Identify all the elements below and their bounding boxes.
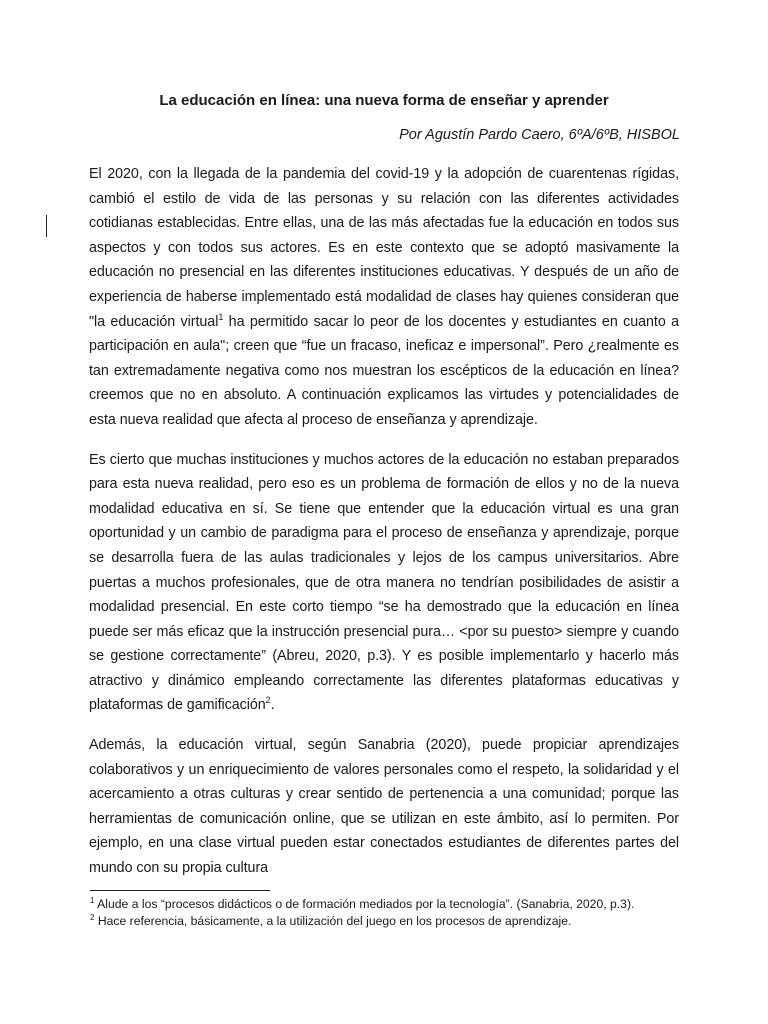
- footnote-ref-1[interactable]: 1: [218, 311, 224, 322]
- paragraph-1-text-b: ha permitido sacar lo peor de los docentes y estudiantes en cuanto a participación en aula"; creen que “fue un fracaso, ineficaz e impersonal”. Pero ¿realmente es tan extremadamente negativa como nos muestran los escépticos de la educación en línea? creemos que no en absoluto. A continuación explicamos las virtudes y potencialidades de esta nueva realidad que afecta al proceso de enseñanza y aprendizaje.: [89, 313, 679, 428]
- footnote-1: [90, 896, 690, 913]
- paragraph-2-text-b: .: [270, 697, 275, 714]
- paragraph-2-text-a: Es cierto que muchas instituciones y muchos actores de la educación no estaban preparados para esta nueva realidad, pero eso es un problema de formación de ellos y no de la nueva modalidad educativa en sí. Se tiene que entender que la educación virtual es una gran oportunidad y un cambio de paradigma para el proceso de enseñanza y aprendizaje, porque se desarrolla fuera de las aulas tradicionales y lejos de los campus universitarios. Abre puertas a muchos profesionales, que de otra manera no tendrían posibilidades de asistir a modalidad presencial. En este corto tiempo “se ha demostrado que la educación en línea puede ser más eficaz que la instrucción presencial pura… <por su puesto> siempre y cuando se gestione correctamente” (Abreu, 2020, p.3). Y es posible implementarlo y hacerlo más atractivo y dinámico empleando correctamente las diferentes plataformas educativas y plataformas de gamificación: [89, 451, 679, 714]
- footnote-ref-2[interactable]: 2: [265, 695, 271, 706]
- footnote-number: 1: [90, 895, 95, 905]
- footnote-number: 2: [90, 912, 95, 922]
- footnote-2: [90, 913, 690, 930]
- paragraph-3-text: Además, la educación virtual, según Sanabria (2020), puede propiciar aprendizajes colaborativos y un enriquecimiento de valores personales como el respeto, la solidaridad y el acercamiento a otras culturas y crear sentido de pertenencia a una comunidad; porque las herramientas de comunicación online, que se utilizan en este ámbito, así lo permiten. Por ejemplo, en una clase virtual pueden estar conectados estudiantes de diferentes partes del mundo con su propia cultura: [89, 737, 679, 877]
- footnotes: [90, 896, 690, 930]
- article-title: La educación en línea: una nueva forma de enseñar y aprender: [159, 92, 609, 109]
- text-cursor: [46, 215, 47, 237]
- paragraph-2: [89, 448, 679, 719]
- footnote-separator: [90, 890, 270, 891]
- article-body: [89, 162, 679, 881]
- footnote-text: Alude a los “procesos didácticos o de formación mediados por la tecnología”. (Sanabria, 2020, p.3).: [94, 897, 635, 911]
- footnote-text: Hace referencia, básicamente, a la utilización del juego en los procesos de aprendizaje.: [94, 914, 572, 928]
- article-author: Por Agustín Pardo Caero, 6ºA/6ºB, HISBOL: [399, 127, 680, 143]
- paragraph-3: [89, 733, 679, 881]
- paragraph-1: [89, 162, 679, 433]
- paragraph-1-text-a: El 2020, con la llegada de la pandemia del covid-19 y la adopción de cuarentenas rígidas, cambió el estilo de vida de las personas y su relación con las diferentes actividades cotidianas establecidas. Entre ellas, una de las más afectadas fue la educación en todos sus aspectos y con todos sus actores. Es en este contexto que se adoptó masivamente la educación no presencial en las diferentes instituciones educativas. Y después de un año de experiencia de haberse implementado está modalidad de clases hay quienes consideran que "la educación virtual: [89, 166, 679, 330]
